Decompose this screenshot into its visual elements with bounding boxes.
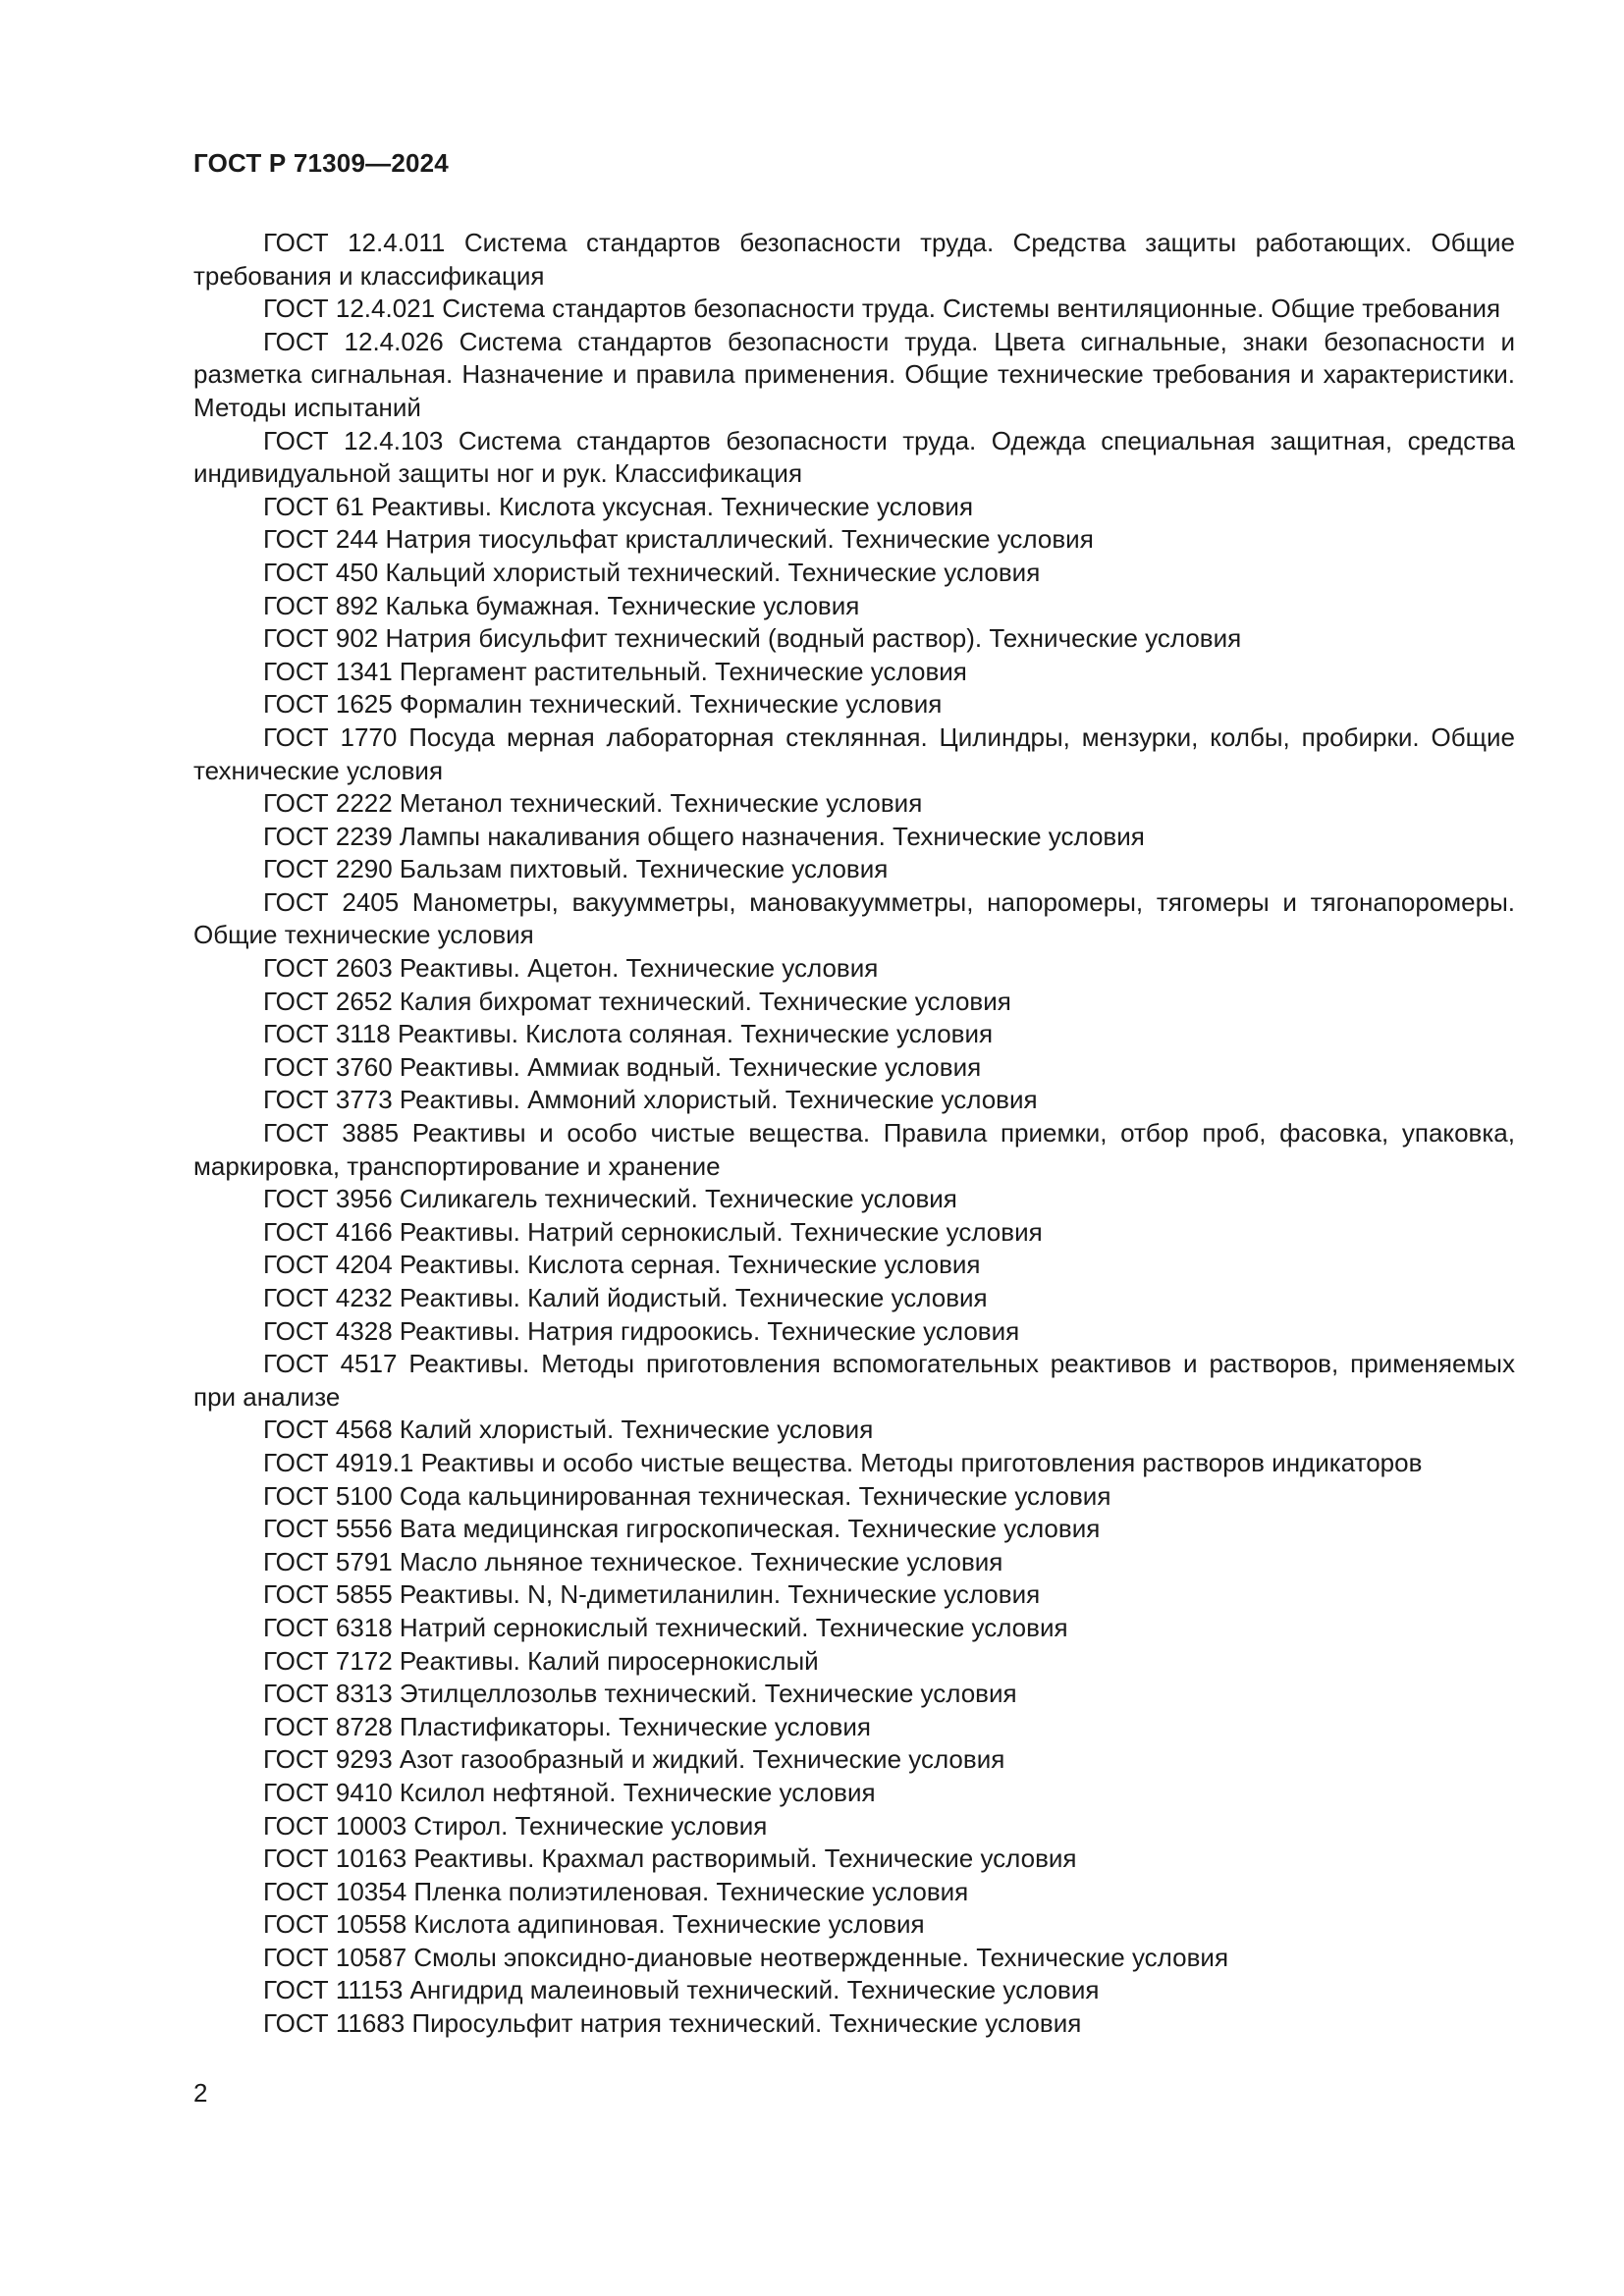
reference-item: ГОСТ 9293 Азот газообразный и жидкий. Технические условия [263,1744,1005,1775]
reference-item: ГОСТ 5556 Вата медицинская гигроскопическая. Технические условия [263,1514,1101,1544]
reference-item: ГОСТ 3760 Реактивы. Аммиак водный. Технические условия [263,1051,982,1082]
reference-item: ГОСТ 10587 Смолы эпоксидно-диановые неотвержденные. Технические условия [263,1942,1229,1972]
reference-item: ГОСТ 10558 Кислота адипиновая. Технические условия [263,1909,925,1940]
reference-item: ГОСТ 3773 Реактивы. Аммоний хлористый. Технические условия [263,1085,1038,1115]
reference-item: ГОСТ 2603 Реактивы. Ацетон. Технические условия [263,953,879,984]
reference-item: ГОСТ 1770 Посуда мерная лабораторная стеклянная. Цилиндры, мензурки, колбы, пробирки. Общие технические условия [193,721,1515,785]
reference-item: ГОСТ 4919.1 Реактивы и особо чистые вещества. Методы приготовления растворов индикаторов [263,1447,1423,1477]
reference-item: ГОСТ 1341 Пергамент растительный. Технические условия [263,656,967,686]
reference-item: ГОСТ 12.4.026 Система стандартов безопасности труда. Цвета сигнальные, знаки безопасности и разметка сигнальная. Назначение и правила применения. Общие технические требования и характеристики. Методы испытаний [193,326,1515,422]
reference-item: ГОСТ 5791 Масло льняное техническое. Технические условия [263,1546,1003,1576]
reference-item: ГОСТ 4517 Реактивы. Методы приготовления вспомогательных реактивов и растворов, применяемых при анализе [193,1349,1515,1412]
reference-item: ГОСТ 450 Кальций хлористый технический. Технические условия [263,557,1041,587]
page-number: 2 [193,2078,208,2108]
reference-item: ГОСТ 892 Калька бумажная. Технические условия [263,590,860,620]
reference-item: ГОСТ 5100 Сода кальцинированная техническая. Технические условия [263,1480,1111,1511]
reference-item: ГОСТ 61 Реактивы. Кислота уксусная. Технические условия [263,491,974,521]
reference-item: ГОСТ 4166 Реактивы. Натрий сернокислый. Технические условия [263,1216,1043,1247]
reference-item: ГОСТ 2405 Манометры, вакуумметры, мановакуумметры, напоромеры, тягомеры и тягонапоромеры. Общие технические условия [193,886,1515,950]
reference-item: ГОСТ 12.4.021 Система стандартов безопасности труда. Системы вентиляционные. Общие требования [263,294,1501,324]
reference-item: ГОСТ 902 Натрия бисульфит технический (водный раствор). Технические условия [263,623,1242,654]
reference-item: ГОСТ 10003 Стирол. Технические условия [263,1810,768,1841]
reference-item: ГОСТ 3956 Силикагель технический. Технические условия [263,1184,957,1214]
reference-item: ГОСТ 2290 Бальзам пихтовый. Технические условия [263,854,889,884]
reference-item: ГОСТ 9410 Ксилол нефтяной. Технические условия [263,1777,876,1807]
reference-item: ГОСТ 2652 Калия бихромат технический. Технические условия [263,986,1011,1016]
reference-item: ГОСТ 8728 Пластификаторы. Технические условия [263,1711,871,1741]
reference-item: ГОСТ 3885 Реактивы и особо чистые вещества. Правила приемки, отбор проб, фасовка, упаковка, маркировка, транспортирование и хранение [193,1118,1515,1181]
reference-item: ГОСТ 1625 Формалин технический. Технические условия [263,689,943,720]
reference-item: ГОСТ 3118 Реактивы. Кислота соляная. Технические условия [263,1019,994,1049]
reference-item: ГОСТ 4568 Калий хлористый. Технические условия [263,1415,874,1445]
reference-item: ГОСТ 6318 Натрий сернокислый технический. Технические условия [263,1612,1068,1642]
reference-item: ГОСТ 8313 Этилцеллозольв технический. Технические условия [263,1679,1017,1709]
reference-item: ГОСТ 12.4.103 Система стандартов безопасности труда. Одежда специальная защитная, средства индивидуальной защиты ног и рук. Классификация [193,425,1515,489]
reference-item: ГОСТ 4328 Реактивы. Натрия гидроокись. Технические условия [263,1315,1020,1346]
reference-item: ГОСТ 2239 Лампы накаливания общего назначения. Технические условия [263,821,1145,851]
reference-item: ГОСТ 5855 Реактивы. N, N-диметиланилин. Технические условия [263,1579,1041,1610]
reference-item: ГОСТ 10163 Реактивы. Крахмал растворимый. Технические условия [263,1843,1077,1874]
reference-item: ГОСТ 2222 Метанол технический. Технические условия [263,788,923,819]
reference-item: ГОСТ 4232 Реактивы. Калий йодистый. Технические условия [263,1283,988,1312]
reference-item: ГОСТ 7172 Реактивы. Калий пиросернокислый [263,1645,819,1676]
document-header: ГОСТ Р 71309—2024 [193,148,449,178]
reference-item: ГОСТ 11683 Пиросульфит натрия технический. Технические условия [263,2008,1082,2039]
normative-references-list [193,227,1515,2041]
reference-item: ГОСТ 11153 Ангидрид малеиновый технический. Технические условия [263,1975,1100,2005]
reference-item: ГОСТ 10354 Пленка полиэтиленовая. Технические условия [263,1876,969,1906]
reference-item: ГОСТ 244 Натрия тиосульфат кристаллический. Технические условия [263,524,1094,555]
reference-item: ГОСТ 12.4.011 Система стандартов безопасности труда. Средства защиты работающих. Общие требования и классификация [193,228,1515,291]
reference-item: ГОСТ 4204 Реактивы. Кислота серная. Технические условия [263,1250,981,1280]
